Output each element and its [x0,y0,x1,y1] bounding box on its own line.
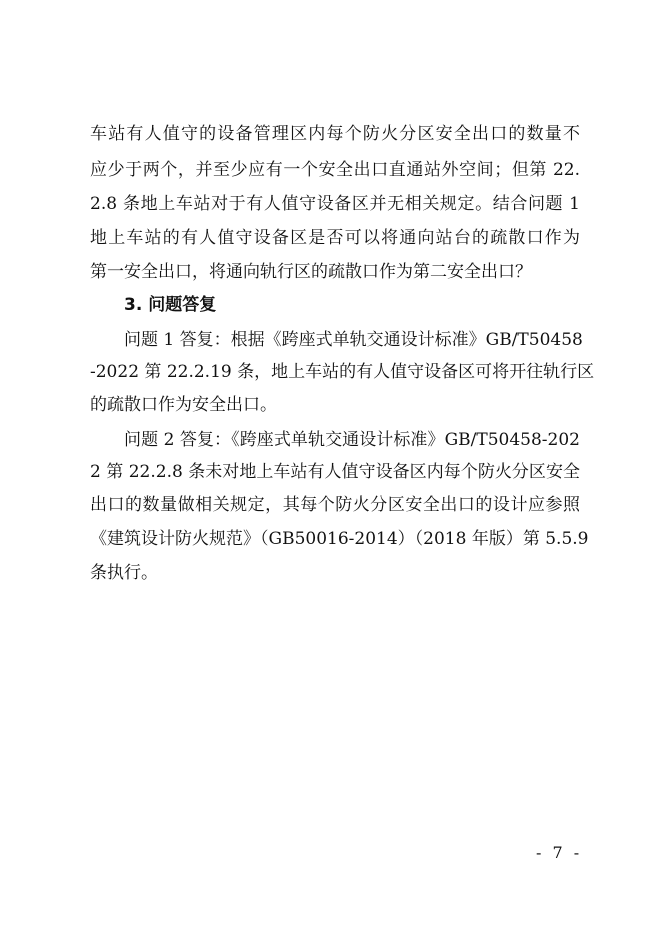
paragraph-1-line-4: 地上车站的有人值守设备区是否可以将通向站台的疏散口作为 [90,228,580,248]
answer-2-line-2: 2 第 22.2.8 条未对地上车站有人值守设备区内每个防火分区安全 [90,462,580,482]
paragraph-1-line-1: 车站有人值守的设备管理区内每个防火分区安全出口的数量不 [90,124,580,144]
answer-1-line-2: -2022 第 22.2.19 条，地上车站的有人值守设备区可将开往轨行区 [90,362,595,382]
answer-2-line-1: 问题 2 答复：《跨座式单轨交通设计标准》GB/T50458-202 [124,430,580,450]
section-heading: 3. 问题答复 [124,295,217,315]
page-number: - 7 - [536,843,583,862]
answer-1-line-3: 的疏散口作为安全出口。 [90,395,277,415]
answer-2-line-5: 条执行。 [90,563,158,583]
paragraph-1-line-5: 第一安全出口，将通向轨行区的疏散口作为第二安全出口？ [90,262,532,282]
answer-1-line-1: 问题 1 答复：根据《跨座式单轨交通设计标准》GB/T50458 [124,330,583,350]
answer-2-line-4: 《建筑设计防火规范》（GB50016-2014）（2018 年版）第 5.5.9 [90,529,589,549]
paragraph-1-line-3: 2.8 条地上车站对于有人值守设备区并无相关规定。结合问题 1 [90,194,580,214]
paragraph-1-line-2: 应少于两个，并至少应有一个安全出口直通站外空间；但第 22. [90,160,580,180]
answer-2-line-3: 出口的数量做相关规定，其每个防火分区安全出口的设计应参照 [90,495,580,515]
